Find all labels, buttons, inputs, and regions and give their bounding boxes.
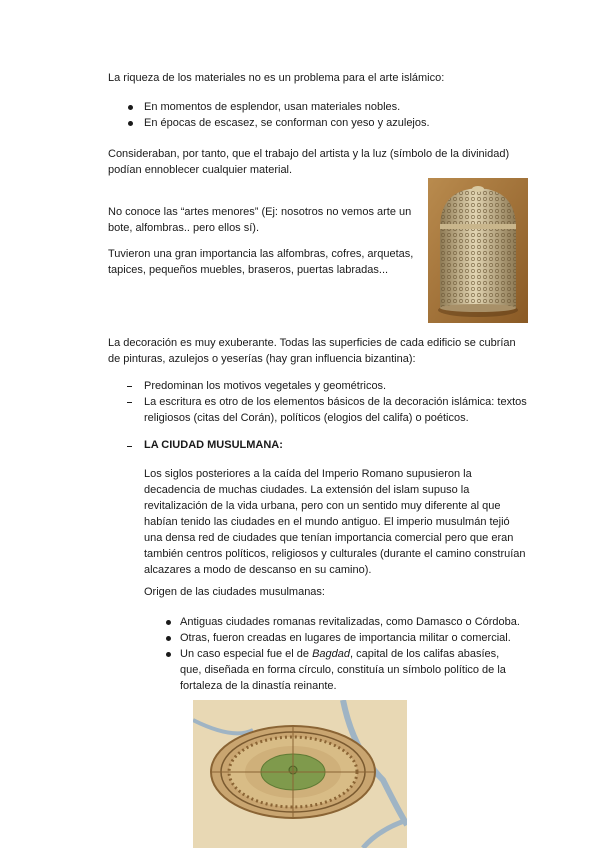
bullet-dash [127, 386, 132, 387]
list-item: La escritura es otro de los elementos básicos de la decoración islámica: textos religiosos (citas del Corán), políticos (elogios del califa) o poéticos. [144, 396, 527, 424]
baghdad-text-after: , capital de los califas abasíes, que, diseñada en forma círculo, constituía un símbolo político de la fortaleza de la dinastía reinante. [180, 648, 506, 692]
baghdad-text-before: Un caso especial fue el de [180, 648, 313, 660]
list-item: En momentos de esplendor, usan materiales nobles. [144, 101, 401, 113]
list-item: En épocas de escasez, se conforman con yeso y azulejos. [144, 117, 430, 129]
bullet-dot [166, 636, 171, 641]
intro-text: La riqueza de los materiales no es un problema para el arte islámico: [108, 72, 445, 84]
list-item: Otras, fueron creadas en lugares de importancia militar o comercial. [180, 632, 511, 644]
consider-paragraph: Consideraban, por tanto, que el trabajo del artista y la luz (símbolo de la divinidad) podían ennoblecer cualquier material. [108, 148, 510, 176]
decoration-paragraph: La decoración es muy exuberante. Todas las superficies de cada edificio se cubrían de pinturas, azulejos o yeserías (hay gran influencia bizantina): [108, 337, 516, 365]
list-item: Predominan los motivos vegetales y geométricos. [144, 380, 387, 392]
city-paragraph: Los siglos posteriores a la caída del Imperio Romano supusieron la decadencia de muchas ciudades. La extensión del islam supuso la revitalización de la vida urbana, pero con un sentido muy diferente al que habían tenido las ciudades en el mundo antiguo. El imperio musulmán tejió una densa red de ciudades que tenían importancia comercial pero que eran también centros políticos, religiosos y culturales (durante el camino construían alcazares a modo de descanso en su camino). [144, 468, 526, 576]
list-item-baghdad [180, 646, 520, 694]
importance-paragraph: Tuvieron una gran importancia las alfombras, cofres, arquetas, tapices, pequeños muebles, braseros, puertas labradas... [108, 248, 414, 276]
list-item: Antiguas ciudades romanas revitalizadas, como Damasco o Córdoba. [180, 616, 520, 628]
ivory-pyxis-image [428, 178, 528, 323]
origin-title: Origen de las ciudades musulmanas: [144, 586, 325, 598]
bullet-dot [128, 105, 133, 110]
bullet-dash [127, 446, 132, 447]
baghdad-round-city-image [193, 700, 407, 848]
artes-menores-paragraph: No conoce las “artes menores” (Ej: nosotros no vemos arte un bote, alfombras.. pero ellos sí). [108, 206, 412, 234]
bullet-dot [128, 121, 133, 126]
baghdad-name: Bagdad [312, 648, 351, 660]
bullet-dash [127, 402, 132, 403]
bullet-dot [166, 620, 171, 625]
section-title: LA CIUDAD MUSULMANA: [144, 439, 283, 451]
bullet-dot [166, 652, 171, 657]
